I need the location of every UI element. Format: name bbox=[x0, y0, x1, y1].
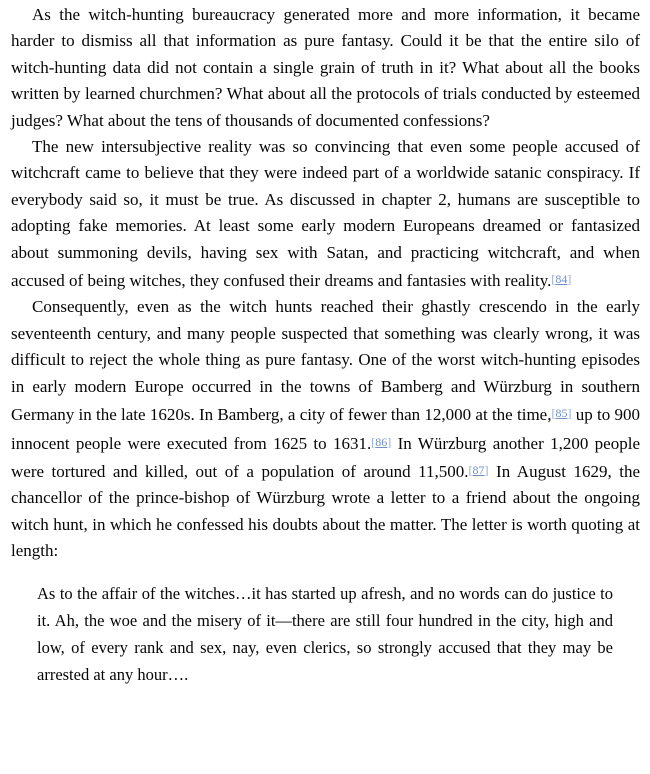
footnote-link-84[interactable] bbox=[551, 272, 571, 286]
text-run: Consequently, even as the witch hunts reached their ghastly crescendo in the early seventeenth century, and many people suspected that something was clearly wrong, it was difficult to reject the whole thing as pure fantasy. One of the worst witch-hunting episodes in early modern Europe occurred in the towns of Bamberg and Würzburg in southern Germany in the late 1620s. In Bamberg, a city of fewer than 12,000 at the time, bbox=[11, 297, 640, 425]
body-paragraph-3 bbox=[11, 294, 640, 564]
text-run: In Würzburg another 1,200 people were tortured and killed, out of a population of around 11,500. bbox=[11, 433, 640, 481]
text-run: The new intersubjective reality was so convincing that even some people accused of witchcraft came to believe that they were indeed part of a worldwide satanic conspiracy. If everybody said so, it must be true. As discussed in chapter 2, humans are susceptible to adopting fake memories. At least some early modern Europeans dreamed or fantasized about summoning devils, having sex with Satan, and practicing witchcraft, and when accused of being witches, they confused their dreams and fantasies with reality. bbox=[11, 137, 640, 291]
footnote-close-bracket: ] bbox=[567, 406, 572, 421]
footnote-open-bracket: [ bbox=[551, 272, 556, 287]
footnote-close-bracket: ] bbox=[387, 434, 392, 449]
footnote-link-85[interactable] bbox=[551, 406, 571, 420]
body-paragraph-2 bbox=[11, 134, 640, 294]
page-content bbox=[11, 2, 640, 688]
text-run: In August 1629, the chancellor of the prince-bishop of Würzburg wrote a letter to a friend about the ongoing witch hunt, in which he confessed his doubts about the matter. The letter is worth quoting at length: bbox=[11, 461, 641, 561]
footnote-close-bracket: ] bbox=[567, 272, 572, 287]
footnote-link-87[interactable] bbox=[469, 463, 489, 477]
footnote-number: 84 bbox=[555, 272, 568, 287]
footnote-open-bracket: [ bbox=[468, 462, 473, 477]
footnote-link-86[interactable] bbox=[371, 435, 391, 449]
text-run: up to 900 innocent people were executed from 1625 to 1631. bbox=[11, 405, 640, 453]
footnote-open-bracket: [ bbox=[371, 434, 376, 449]
footnote-number: 86 bbox=[375, 434, 388, 449]
block-quote bbox=[37, 580, 613, 688]
footnote-number: 87 bbox=[472, 462, 485, 477]
footnote-number: 85 bbox=[555, 406, 568, 421]
footnote-open-bracket: [ bbox=[551, 406, 556, 421]
body-paragraph-1 bbox=[11, 2, 640, 134]
text-run: As the witch-hunting bureaucracy generated more and more information, it became harder to dismiss all that information as pure fantasy. Could it be that the entire silo of witch-hunting data did not contain a single grain of truth in it? What about all the books written by learned churchmen? What about all the protocols of trials conducted by esteemed judges? What about the tens of thousands of documented confessions? bbox=[11, 5, 640, 130]
footnote-close-bracket: ] bbox=[484, 462, 489, 477]
text-run: As to the affair of the witches…it has started up afresh, and no words can do justice to it. Ah, the woe and the misery of it—there are still four hundred in the city, high and low, of every rank and sex, nay, even clerics, so strongly accused that they may be arrested at any hour…. bbox=[37, 583, 613, 684]
